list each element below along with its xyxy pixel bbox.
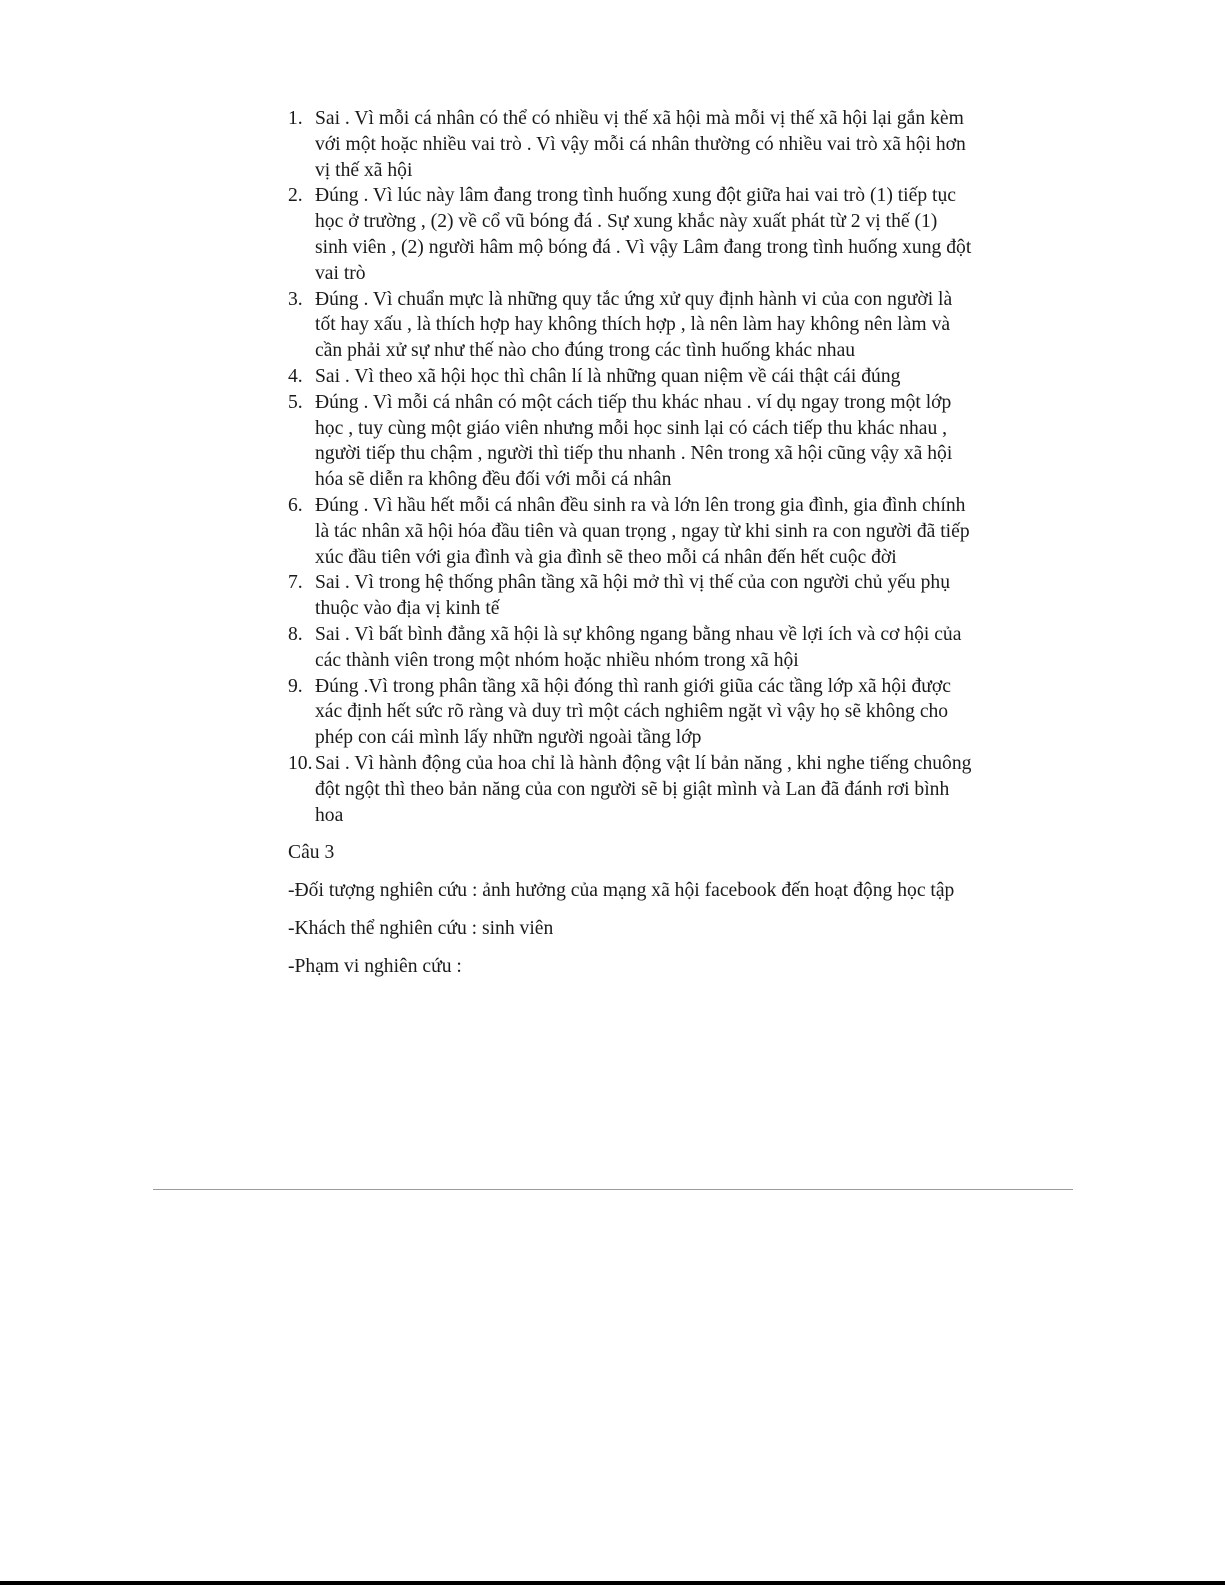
research-subject: -Đối tượng nghiên cứu : ảnh hưởng của mạng xã hội facebook đến hoạt động học tập — [288, 880, 955, 902]
item-number: 1. — [288, 108, 303, 129]
item-text: Đúng . Vì hầu hết mỗi cá nhân đều sinh ra và lớn lên trong gia đình, gia đình chính là tác nhân xã hội hóa đầu tiên và quan trọng , ngay từ khi sinh ra con người đã tiếp xúc đầu tiên với gia đình và gia đình sẽ theo mỗi cá nhân đến hết cuộc đời — [315, 494, 970, 568]
item-text: Sai . Vì theo xã hội học thì chân lí là những quan niệm về cái thật cái đúng — [315, 365, 901, 387]
answer-list — [288, 106, 973, 828]
item-number: 2. — [288, 185, 303, 207]
list-item — [288, 287, 973, 364]
list-item — [288, 106, 973, 183]
item-text: Sai . Vì hành động của hoa chỉ là hành động vật lí bản năng , khi nghe tiếng chuông đột ngột thì theo bản năng của con người sẽ bị giật mình và Lan đã đánh rơi bình hoa — [315, 752, 972, 826]
item-number: 7. — [288, 572, 303, 594]
list-item — [288, 751, 973, 828]
list-item — [288, 493, 973, 570]
item-text: Đúng . Vì mỗi cá nhân có một cách tiếp thu khác nhau . ví dụ ngay trong một lớp học , tuy cùng một giáo viên nhưng mỗi học sinh lại có cách tiếp thu khác nhau , người tiếp thu chậm , người thì tiếp thu nhanh . Nên trong xã hội cũng vậy xã hội hóa sẽ diễn ra không đều đối với mỗi cá nhân — [315, 391, 953, 491]
research-scope: -Phạm vi nghiên cứu : — [288, 955, 462, 977]
item-text: Sai . Vì trong hệ thống phân tầng xã hội mở thì vị thế của con người chủ yếu phụ thuộc vào địa vị kinh tế — [315, 572, 951, 620]
item-number: 5. — [288, 391, 303, 413]
list-item — [288, 364, 973, 390]
item-text: Sai . Vì mỗi cá nhân có thể có nhiều vị thế xã hội mà mỗi vị thế xã hội lại gắn kèm với một hoặc nhiều vai trò . Vì vậy mỗi cá nhân thường có nhiều vai trò xã hội hơn vị thế xã hội — [315, 108, 966, 181]
item-text: Đúng . Vì lúc này lâm đang trong tình huống xung đột giữa hai vai trò (1) tiếp tục học ở trường , (2) về cổ vũ bóng đá . Sự xung khắc này xuất phát từ 2 vị thế (1) sinh viên , (2) người hâm mộ bóng đá . Vì vậy Lâm đang trong tình huống xung đột vai trò — [315, 185, 972, 284]
item-number: 10. — [288, 752, 313, 774]
item-number: 9. — [288, 675, 303, 697]
item-text: Đúng . Vì chuẩn mực là những quy tắc ứng xử quy định hành vi của con người là tốt hay xấu , là thích hợp hay không thích hợp , là nên làm hay không nên làm và cần phải xử sự như thế nào cho đúng trong các tình huống khác nhau — [315, 288, 953, 362]
list-item — [288, 390, 973, 493]
item-text: Đúng .Vì trong phân tầng xã hội đóng thì ranh giới giũa các tầng lớp xã hội được xác định hết sức rõ ràng và duy trì một cách nghiêm ngặt vì vậy họ sẽ không cho phép con cái mình lấy nhữn người ngoài tầng lớp — [315, 675, 951, 749]
item-number: 8. — [288, 623, 303, 645]
list-item — [288, 622, 973, 674]
document-body — [288, 106, 973, 980]
list-item — [288, 183, 973, 286]
page-bottom-edge — [0, 1581, 1225, 1585]
research-object: -Khách thể nghiên cứu : sinh viên — [288, 917, 554, 939]
section-heading: Câu 3 — [288, 842, 335, 864]
item-number: 4. — [288, 365, 303, 387]
list-item — [288, 674, 973, 751]
page-divider — [153, 1189, 1073, 1190]
item-text: Sai . Vì bất bình đẳng xã hội là sự không ngang bằng nhau về lợi ích và cơ hội của các thành viên trong một nhóm hoặc nhiều nhóm trong xã hội — [315, 623, 962, 671]
item-number: 3. — [288, 288, 303, 310]
item-number: 6. — [288, 494, 303, 516]
list-item — [288, 570, 973, 622]
